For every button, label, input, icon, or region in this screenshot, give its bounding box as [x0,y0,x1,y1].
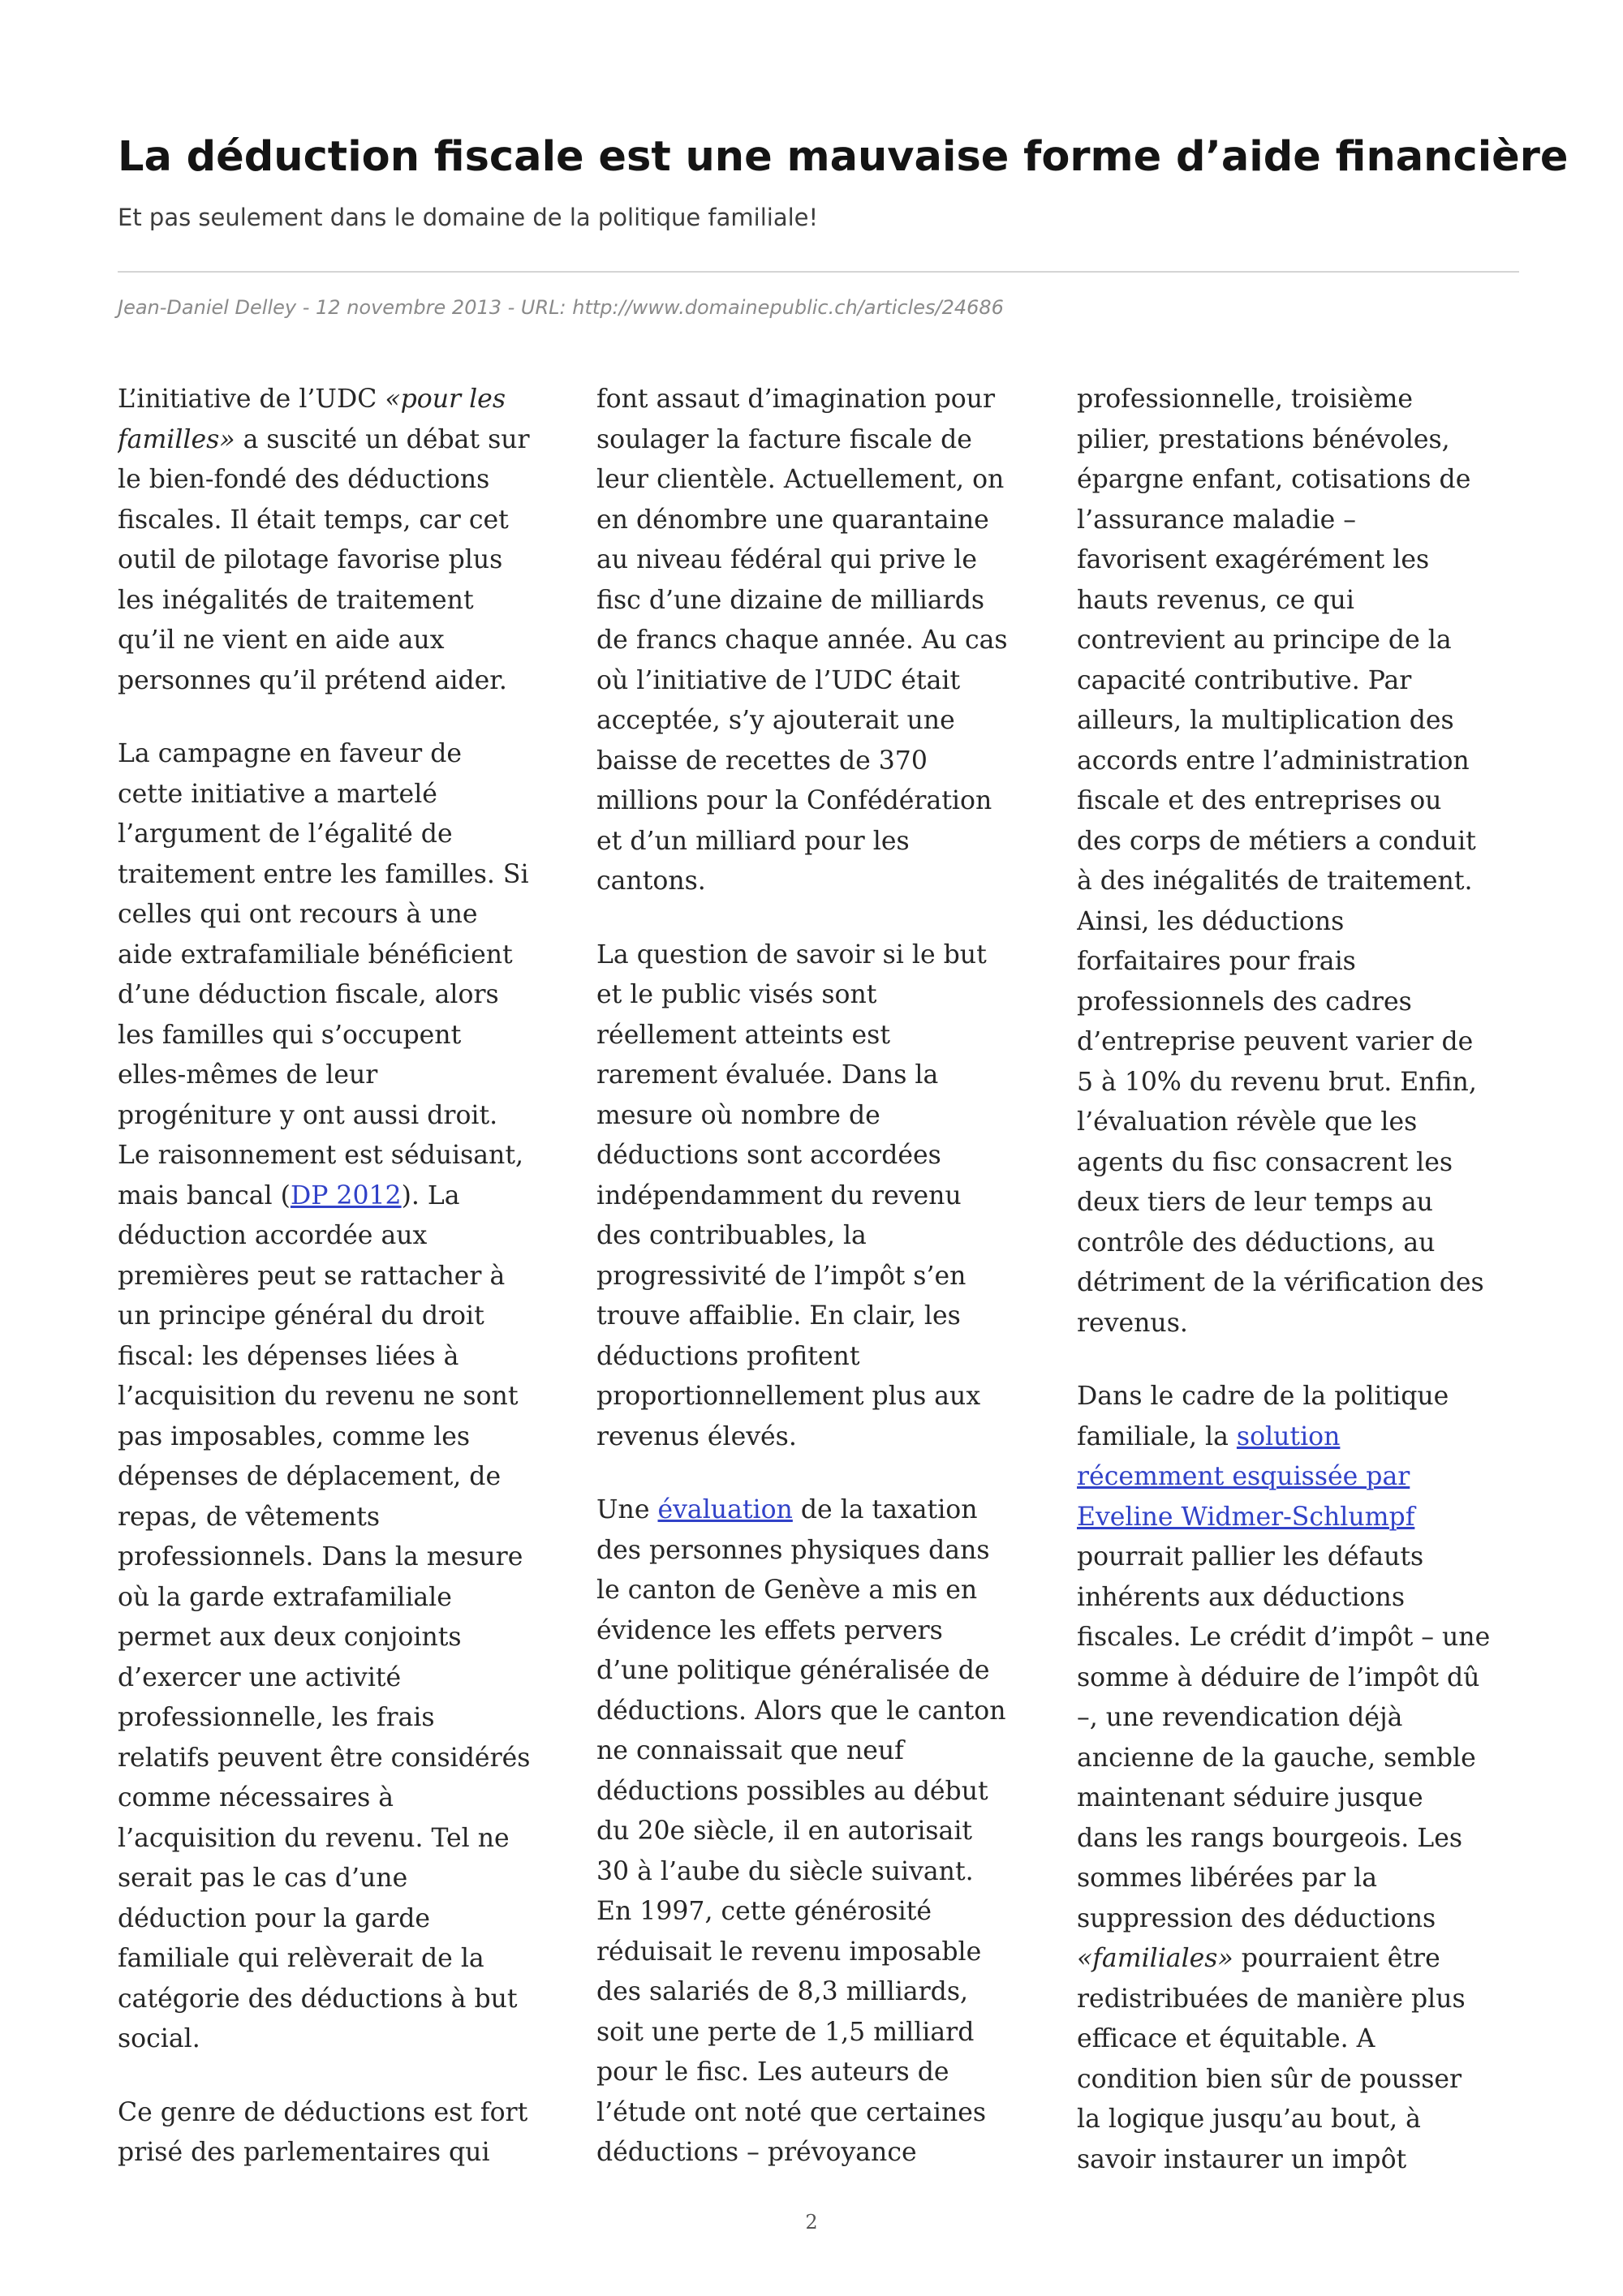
text-line: le bien-fondé des déductions [118,465,490,494]
text-line: baisse de recettes de 370 [596,746,928,776]
solution-link[interactable]: Eveline Widmer-Schlumpf [1077,1502,1415,1532]
text-line: progéniture y ont aussi droit. [118,1100,498,1130]
text-span: ). La [401,1180,460,1210]
text-line: professionnels. Dans la mesure [118,1542,523,1572]
text-line: personnes qu’il prétend aider. [118,665,507,695]
text-line: forfaitaires pour frais [1077,947,1356,976]
text-line: ancienne de la gauche, semble [1077,1743,1476,1773]
text-line: soit une perte de 1,5 milliard [596,2017,975,2047]
text-line: qu’il ne vient en aide aux [118,626,445,655]
text-column-1 [118,380,560,2197]
text-line [118,420,560,461]
text-line: fiscales. Il était temps, car cet [118,505,509,535]
text-line: serait pas le cas d’une [118,1864,408,1893]
text-line: relatifs peuvent être considérés [118,1743,531,1773]
text-line: mesure où nombre de [596,1100,880,1130]
text-line: accords entre l’administration [1077,746,1470,776]
text-line: comme nécessaires à [118,1783,394,1812]
text-line: fiscales. Le crédit d’impôt – une [1077,1623,1491,1652]
text-line: de francs chaque année. Au cas [596,626,1008,655]
text-line: fiscale et des entreprises ou [1077,786,1442,815]
article-meta: Jean-Daniel Delley - 12 novembre 2013 - URL: http://www.domainepublic.ch/articles/24686 [118,296,1004,319]
evaluation-link[interactable]: évaluation [657,1495,793,1524]
text-line: traitement entre les familles. Si [118,859,529,889]
solution-link[interactable]: récemment esquissée par [1077,1462,1410,1491]
text-line [118,1176,560,1217]
text-line: Dans le cadre de la politique [1077,1382,1449,1411]
text-span: mais bancal ( [118,1180,291,1210]
text-line: indépendamment du revenu [596,1180,962,1210]
text-line: déductions – prévoyance [596,2138,917,2167]
text-line [596,1490,1039,1531]
text-line: pourrait pallier les défauts [1077,1542,1424,1572]
text-line: prisé des parlementaires qui [118,2138,490,2167]
text-line: outil de pilotage favorise plus [118,545,503,574]
text-line: familiale qui relèverait de la [118,1944,484,1973]
text-line: pilier, prestations bénévoles, [1077,424,1450,454]
text-line: progressivité de l’impôt s’en [596,1261,966,1291]
text-line: professionnels des cadres [1077,987,1412,1017]
text-line: réellement atteints est [596,1020,891,1050]
text-line: deux tiers de leur temps au [1077,1188,1433,1217]
text-line: 5 à 10% du revenu brut. Enfin, [1077,1067,1477,1097]
paragraph [118,2093,560,2173]
paragraph [1077,1377,1519,2180]
text-line: évidence les effets pervers [596,1615,943,1645]
text-line: l’étude ont noté que certaines [596,2097,987,2127]
header-divider [118,271,1519,273]
text-line: déductions profitent [596,1341,860,1371]
text-line: professionnelle, troisième [1077,385,1414,414]
solution-link[interactable]: solution [1236,1421,1341,1451]
text-line: Le raisonnement est séduisant, [118,1141,524,1170]
text-line: revenus élevés. [596,1421,797,1451]
text-line: professionnelle, les frais [118,1703,435,1732]
text-line: permet aux deux conjoints [118,1623,462,1652]
text-line: ailleurs, la multiplication des [1077,706,1454,735]
text-line: des contribuables, la [596,1221,867,1250]
text-line: dans les rangs bourgeois. Les [1077,1823,1463,1853]
text-line: contrevient au principe de la [1077,626,1452,655]
text-line: la logique jusqu’au bout, à [1077,2105,1421,2134]
text-line: capacité contributive. Par [1077,665,1412,695]
text-span: L’initiative de l’UDC [118,385,385,414]
text-line: repas, de vêtements [118,1502,381,1532]
text-line: La question de savoir si le but [596,939,987,970]
text-line: le canton de Genève a mis en [596,1576,978,1605]
page-number: 2 [805,2211,818,2234]
text-line: efficace et équitable. A [1077,2024,1375,2053]
text-line: pour le fisc. Les auteurs de [596,2057,949,2087]
text-line: en dénombre une quarantaine [596,505,989,535]
text-line: à des inégalités de traitement. [1077,866,1473,896]
text-line: déduction accordée aux [118,1221,428,1250]
text-line: pas imposables, comme les [118,1421,471,1451]
text-line: savoir instaurer un impôt [1077,2144,1407,2174]
text-line [1077,1498,1519,1538]
text-line: déductions possibles au début [596,1776,988,1806]
text-line: l’acquisition du revenu. Tel ne [118,1823,510,1853]
text-line: d’exercer une activité [118,1662,402,1692]
text-line [1077,1939,1519,1980]
text-line: l’évaluation révèle que les [1077,1107,1418,1137]
text-line: leur clientèle. Actuellement, on [596,465,1005,494]
text-line: redistribuées de manière plus [1077,1984,1466,2014]
text-line: les inégalités de traitement [118,585,474,615]
text-column-2 [596,380,1039,2197]
text-line: En 1997, cette générosité [596,1897,932,1926]
text-line: déductions sont accordées [596,1141,941,1170]
text-line: cantons. [596,866,706,896]
italic-quote: familles» [118,424,235,454]
text-line: celles qui ont recours à une [118,900,478,929]
article-title: La déduction fiscale est une mauvaise forme d’aide financière [118,133,1569,181]
text-line: revenus. [1077,1308,1188,1338]
text-line: au niveau fédéral qui prive le [596,545,977,574]
text-line: d’une déduction fiscale, alors [118,980,499,1009]
paragraph [1077,380,1519,1344]
text-line: catégorie des déductions à but [118,1984,518,2014]
text-line: agents du fisc consacrent les [1077,1147,1453,1177]
text-line: La campagne en faveur de [118,739,463,768]
text-span: de la taxation [792,1495,978,1524]
text-line: premières peut se rattacher à [118,1261,506,1291]
text-span: a suscité un débat sur [235,424,530,454]
text-line: épargne enfant, cotisations de [1077,465,1471,494]
article-subtitle: Et pas seulement dans le domaine de la politique familiale! [118,204,819,231]
text-line: fisc d’une dizaine de milliards [596,585,985,615]
text-column-3 [1077,380,1519,2197]
text-line [1077,1417,1519,1458]
text-line: aide extrafamiliale bénéficient [118,939,513,970]
text-line: d’entreprise peuvent varier de [1077,1027,1474,1056]
text-line: dépenses de déplacement, de [118,1462,502,1491]
text-line [118,380,560,420]
text-line: suppression des déductions [1077,1903,1436,1933]
text-line: du 20e siècle, il en autorisait [596,1817,973,1846]
text-line: font assaut d’imagination pour [596,385,996,414]
paragraph [596,380,1039,902]
text-line: Ainsi, les déductions [1077,906,1345,936]
text-line: favorisent exagérément les [1077,545,1430,574]
text-line: réduisait le revenu imposable [596,1937,982,1967]
text-line: et d’un milliard pour les [596,826,910,856]
text-line: sommes libérées par la [1077,1864,1378,1893]
text-line: hauts revenus, ce qui [1077,585,1354,615]
text-line: déductions. Alors que le canton [596,1696,1006,1726]
text-line: et le public visés sont [596,980,877,1009]
text-span: pourraient être [1233,1944,1440,1973]
text-line: des salariés de 8,3 milliards, [596,1977,969,2006]
text-span: familiale, la [1077,1421,1237,1451]
italic-quote: «familiales» [1077,1944,1233,1973]
text-line: trouve affaiblie. En clair, les [596,1301,961,1331]
text-line: social. [118,2024,200,2053]
text-line: inhérents aux déductions [1077,1582,1406,1612]
text-line: des corps de métiers a conduit [1077,826,1476,856]
text-line: proportionnellement plus aux [596,1382,981,1411]
text-line: millions pour la Confédération [596,786,992,815]
text-line [1077,1457,1519,1498]
text-line: soulager la facture fiscale de [596,424,972,454]
paragraph [118,380,560,701]
text-line: ne connaissait que neuf [596,1736,904,1765]
text-line: acceptée, s’y ajouterait une [596,706,955,735]
paragraph [596,935,1039,1458]
text-line: Ce genre de déductions est fort [118,2097,528,2127]
dp-2012-link[interactable]: DP 2012 [290,1180,402,1210]
text-line: des personnes physiques dans [596,1535,990,1565]
text-line: rarement évaluée. Dans la [596,1060,939,1090]
text-line: d’une politique généralisée de [596,1656,990,1685]
text-line: un principe général du droit [118,1301,484,1331]
text-line: où l’initiative de l’UDC était [596,665,961,695]
text-line: l’assurance maladie – [1077,505,1357,535]
text-line: l’acquisition du revenu ne sont [118,1382,519,1411]
paragraph [596,1490,1039,2173]
text-line: somme à déduire de l’impôt dû [1077,1662,1480,1692]
text-line: détriment de la vérification des [1077,1268,1484,1297]
text-line: fiscal: les dépenses liées à [118,1341,459,1371]
text-line: –, une revendication déjà [1077,1703,1403,1732]
text-span: Une [596,1495,658,1524]
text-line: où la garde extrafamiliale [118,1582,452,1612]
text-line: maintenant séduire jusque [1077,1783,1423,1812]
paragraph [118,734,560,2060]
text-line: contrôle des déductions, au [1077,1228,1436,1258]
text-line: condition bien sûr de pousser [1077,2064,1462,2094]
italic-quote: «pour les [385,385,506,414]
text-line: déduction pour la garde [118,1903,431,1933]
text-line: 30 à l’aube du siècle suivant. [596,1856,974,1886]
text-line: elles-mêmes de leur [118,1060,378,1090]
text-line: l’argument de l’égalité de [118,819,453,849]
text-line: les familles qui s’occupent [118,1020,462,1050]
text-line: cette initiative a martelé [118,779,437,809]
